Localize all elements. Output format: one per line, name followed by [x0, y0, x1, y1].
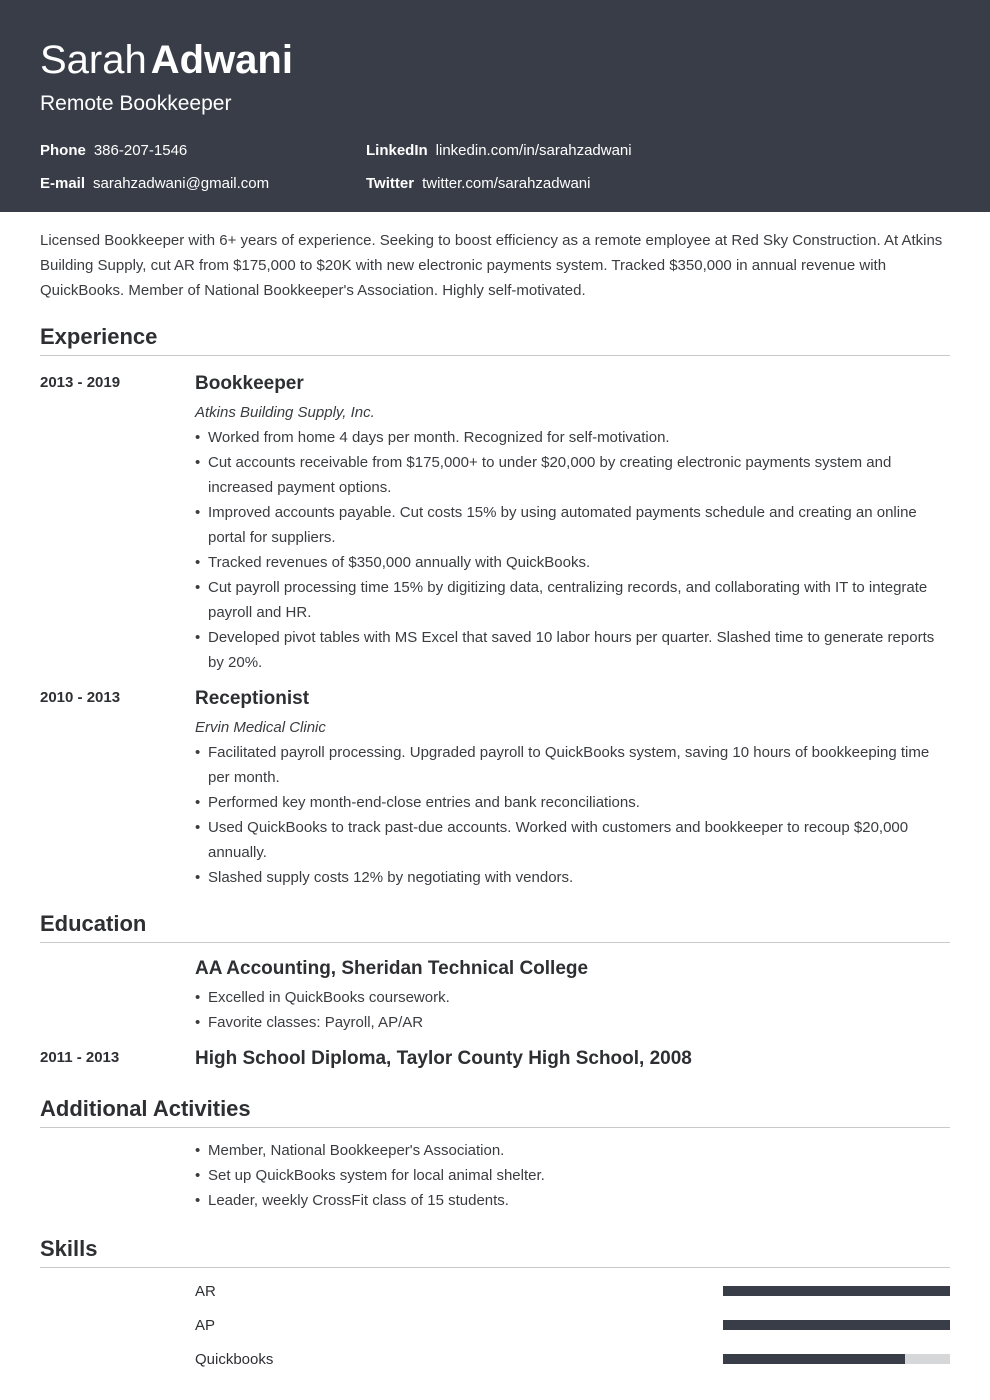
skill-name: Quickbooks: [195, 1350, 274, 1368]
skill-row: [40, 1342, 950, 1376]
list-item: • Developed pivot tables with MS Excel that saved 10 labor hours per quarter. Slashed time to generate reports by 20%.: [195, 625, 950, 675]
entry-body: [195, 1138, 950, 1213]
skill-level-fill: [723, 1354, 905, 1364]
section-title: Experience: [40, 323, 950, 356]
experience-entry: [40, 687, 950, 890]
list-item: • Facilitated payroll processing. Upgraded payroll to QuickBooks system, saving 10 hours of bookkeeping time per month.: [195, 740, 950, 790]
contact-label: Phone: [40, 142, 86, 159]
list-item: • Excelled in QuickBooks coursework.: [195, 985, 950, 1010]
contact-phone: [40, 141, 366, 174]
entry-dates: 2010 - 2013: [40, 689, 121, 706]
summary: Licensed Bookkeeper with 6+ years of experience. Seeking to boost efficiency as a remote employee at Red Sky Construction. At Atkins Building Supply, cut AR from $175,000 to $20K with new electronic payments system. Tracked $350,000 in annual revenue with QuickBooks. Member of National Bookkeeper's Association. Highly self-motivated.: [40, 232, 943, 299]
contact-linkedin[interactable]: [366, 141, 632, 174]
contact-label: LinkedIn: [366, 142, 428, 159]
entry-body: [195, 1047, 950, 1071]
contact-value[interactable]: linkedin.com/in/sarahzadwani: [435, 142, 632, 159]
education-entry: [40, 957, 950, 1035]
entry-company: Ervin Medical Clinic: [195, 719, 326, 736]
entry-dates: 2013 - 2019: [40, 374, 121, 391]
activities-entry: [40, 1138, 950, 1213]
list-item: • Worked from home 4 days per month. Recognized for self-motivation.: [195, 425, 950, 450]
list-item: • Cut accounts receivable from $175,000+ to under $20,000 by creating electronic payments system and increased payment options.: [195, 450, 950, 500]
experience-entry: [40, 372, 950, 675]
education-section: [40, 910, 950, 1071]
entry-body: [195, 372, 950, 675]
list-item: • Performed key month-end-close entries and bank reconciliations.: [195, 790, 950, 815]
bullet-list: [195, 425, 950, 675]
list-item: • Cut payroll processing time 15% by digitizing data, centralizing records, and collaborating with IT to integrate payroll and HR.: [195, 575, 950, 625]
contact-row: [40, 141, 950, 174]
bullet-list: [195, 985, 950, 1035]
list-item: • Slashed supply costs 12% by negotiating with vendors.: [195, 865, 950, 890]
experience-section: [40, 323, 950, 890]
entry-dates: 2011 - 2013: [40, 1049, 120, 1066]
resume-header: [0, 0, 990, 212]
section-title: Education: [40, 910, 950, 943]
skill-name: AP: [195, 1316, 216, 1334]
contact-value[interactable]: twitter.com/sarahzadwani: [422, 175, 591, 192]
contact-row: [40, 174, 950, 207]
list-item: • Improved accounts payable. Cut costs 15% by using automated payments schedule and creating an online portal for suppliers.: [195, 500, 950, 550]
skill-row: [40, 1274, 950, 1308]
skill-level-fill: [723, 1320, 950, 1330]
list-item: • Set up QuickBooks system for local animal shelter.: [195, 1163, 950, 1188]
entry-dates: [40, 957, 195, 1035]
contact-label: E-mail: [40, 175, 86, 192]
entry-body: [195, 687, 950, 890]
contact-value[interactable]: sarahzadwani@gmail.com: [93, 175, 270, 192]
contact-label: Twitter: [366, 175, 415, 192]
section-title: Skills: [40, 1235, 950, 1268]
skill-level-bar: [723, 1354, 950, 1364]
entry-title: Bookkeeper: [195, 373, 304, 394]
list-item: • Tracked revenues of $350,000 annually with QuickBooks.: [195, 550, 950, 575]
job-title: Remote Bookkeeper: [40, 92, 232, 115]
skill-name: AR: [195, 1282, 216, 1300]
list-item: • Leader, weekly CrossFit class of 15 students.: [195, 1188, 950, 1213]
bullet-list: [195, 1138, 950, 1213]
skill-level-bar: [723, 1286, 950, 1296]
list-item: • Used QuickBooks to track past-due accounts. Worked with customers and bookkeeper to recoup $20,000 annually.: [195, 815, 950, 865]
activities-section: [40, 1095, 950, 1213]
contact-value: 386-207-1546: [93, 142, 188, 159]
entry-title: Receptionist: [195, 688, 310, 709]
skills-section: [40, 1235, 950, 1376]
last-name: Adwani: [150, 38, 293, 82]
entry-title: High School Diploma, Taylor County High School, 2008: [195, 1048, 692, 1069]
contact-info: [40, 141, 950, 207]
bullet-list: [195, 740, 950, 890]
list-item: • Member, National Bookkeeper's Association.: [195, 1138, 950, 1163]
section-title: Additional Activities: [40, 1095, 950, 1128]
skill-level-bar: [723, 1320, 950, 1330]
entry-title: AA Accounting, Sheridan Technical College: [195, 958, 589, 979]
skills-list: [40, 1274, 950, 1376]
list-item: • Favorite classes: Payroll, AP/AR: [195, 1010, 950, 1035]
contact-email[interactable]: [40, 174, 366, 207]
first-name: Sarah: [40, 38, 147, 82]
skill-row: [40, 1308, 950, 1342]
skill-level-fill: [723, 1286, 950, 1296]
entry-body: [195, 957, 950, 1035]
contact-twitter[interactable]: [366, 174, 590, 207]
entry-company: Atkins Building Supply, Inc.: [195, 404, 375, 421]
education-entry: [40, 1047, 950, 1071]
entry-dates: [40, 1138, 195, 1213]
candidate-name: [40, 38, 950, 82]
